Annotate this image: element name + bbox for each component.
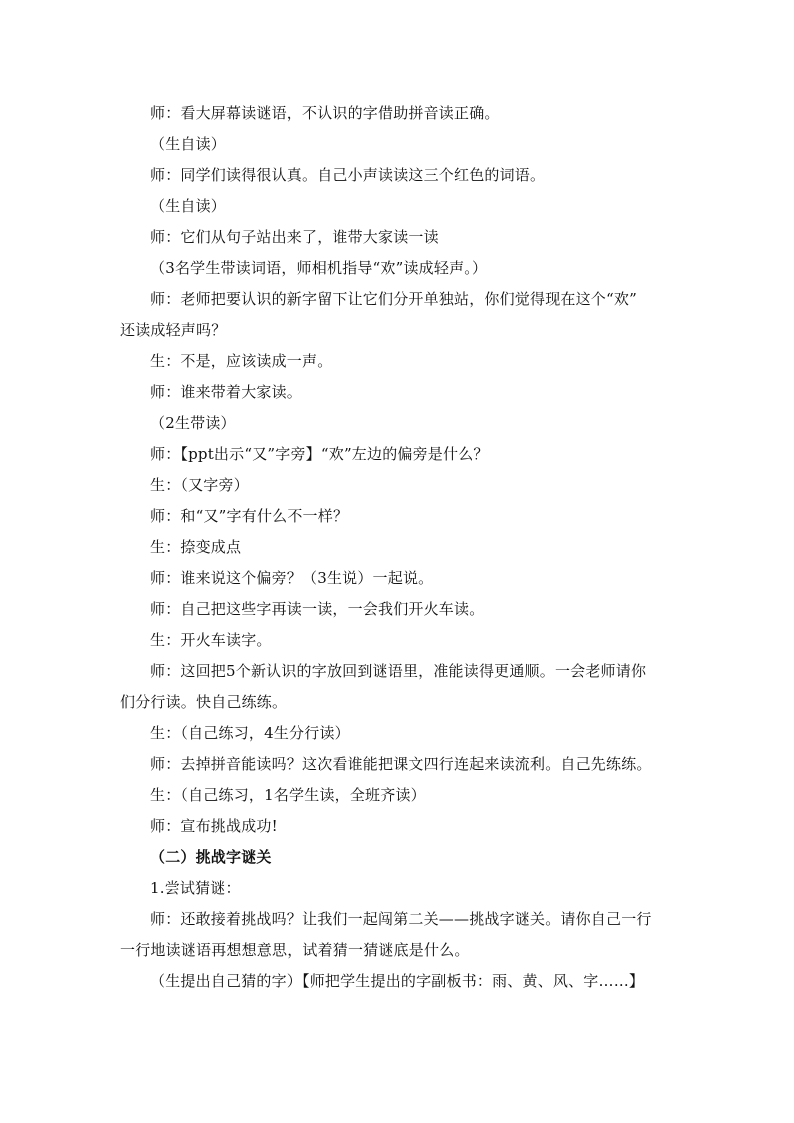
text-line: 生：捺变成点: [150, 538, 242, 556]
text-line: 生：（自己练习，4生分行读）: [150, 724, 350, 742]
text-line: 师：自己把这些字再读一读，一会我们开火车读。: [150, 600, 485, 618]
text-line: 师：同学们读得很认真。自己小声读读这三个红色的词语。: [150, 166, 546, 184]
text-line: 师：还敢接着挑战吗？让我们一起闯第二关——挑战字谜关。请你自己一行: [150, 910, 652, 928]
text-line: 师：和“又”字有什么不一样？: [150, 507, 349, 525]
text-line: 们分行读。快自己练练。: [120, 693, 288, 711]
text-line: （3名学生带读词语，师相机指导“欢”读成轻声。）: [150, 259, 488, 277]
text-line: 生：开火车读字。: [150, 631, 272, 649]
text-line: 师：谁来说这个偏旁？（3生说）一起说。: [150, 569, 434, 587]
text-line: 师：宣布挑战成功!: [150, 817, 278, 835]
text-line: 生：（又字旁）: [150, 476, 249, 494]
text-line: 师：谁来带着大家读。: [150, 383, 303, 401]
text-line: （生自读）: [150, 197, 227, 215]
text-line: 师：看大屏幕读谜语，不认识的字借助拼音读正确。: [150, 104, 500, 122]
text-line: 师：这回把5个新认识的字放回到谜语里，准能读得更通顺。一会老师请你: [150, 662, 647, 680]
text-line: 一行地读谜语再想想意思，试着猜一猜谜底是什么。: [120, 941, 470, 959]
text-line: （生提出自己猜的字）【师把学生提出的字副板书：雨、黄、风、字……】: [150, 972, 645, 990]
text-line: 生：不是，应该读成一声。: [150, 352, 333, 370]
text-line: 师：老师把要认识的新字留下让它们分开单独站，你们觉得现在这个“欢”: [150, 290, 637, 308]
text-line: 师：它们从句子站出来了，谁带大家读一读: [150, 228, 439, 246]
text-line: （生自读）: [150, 135, 227, 153]
section-heading: （二）挑战字谜关: [150, 848, 272, 866]
text-line: 师：去掉拼音能读吗？这次看谁能把课文四行连起来读流利。自己先练练。: [150, 755, 652, 773]
subsection-heading: 1.尝试猜谜：: [150, 879, 241, 897]
text-line: 生：（自己练习，1名学生读，全班齐读）: [150, 786, 426, 804]
text-line: 还读成轻声吗？: [120, 321, 227, 339]
text-line: （2生带读）: [150, 414, 236, 432]
text-line: 师：【ppt出示“又”字旁】“欢”左边的偏旁是什么？: [150, 445, 489, 463]
